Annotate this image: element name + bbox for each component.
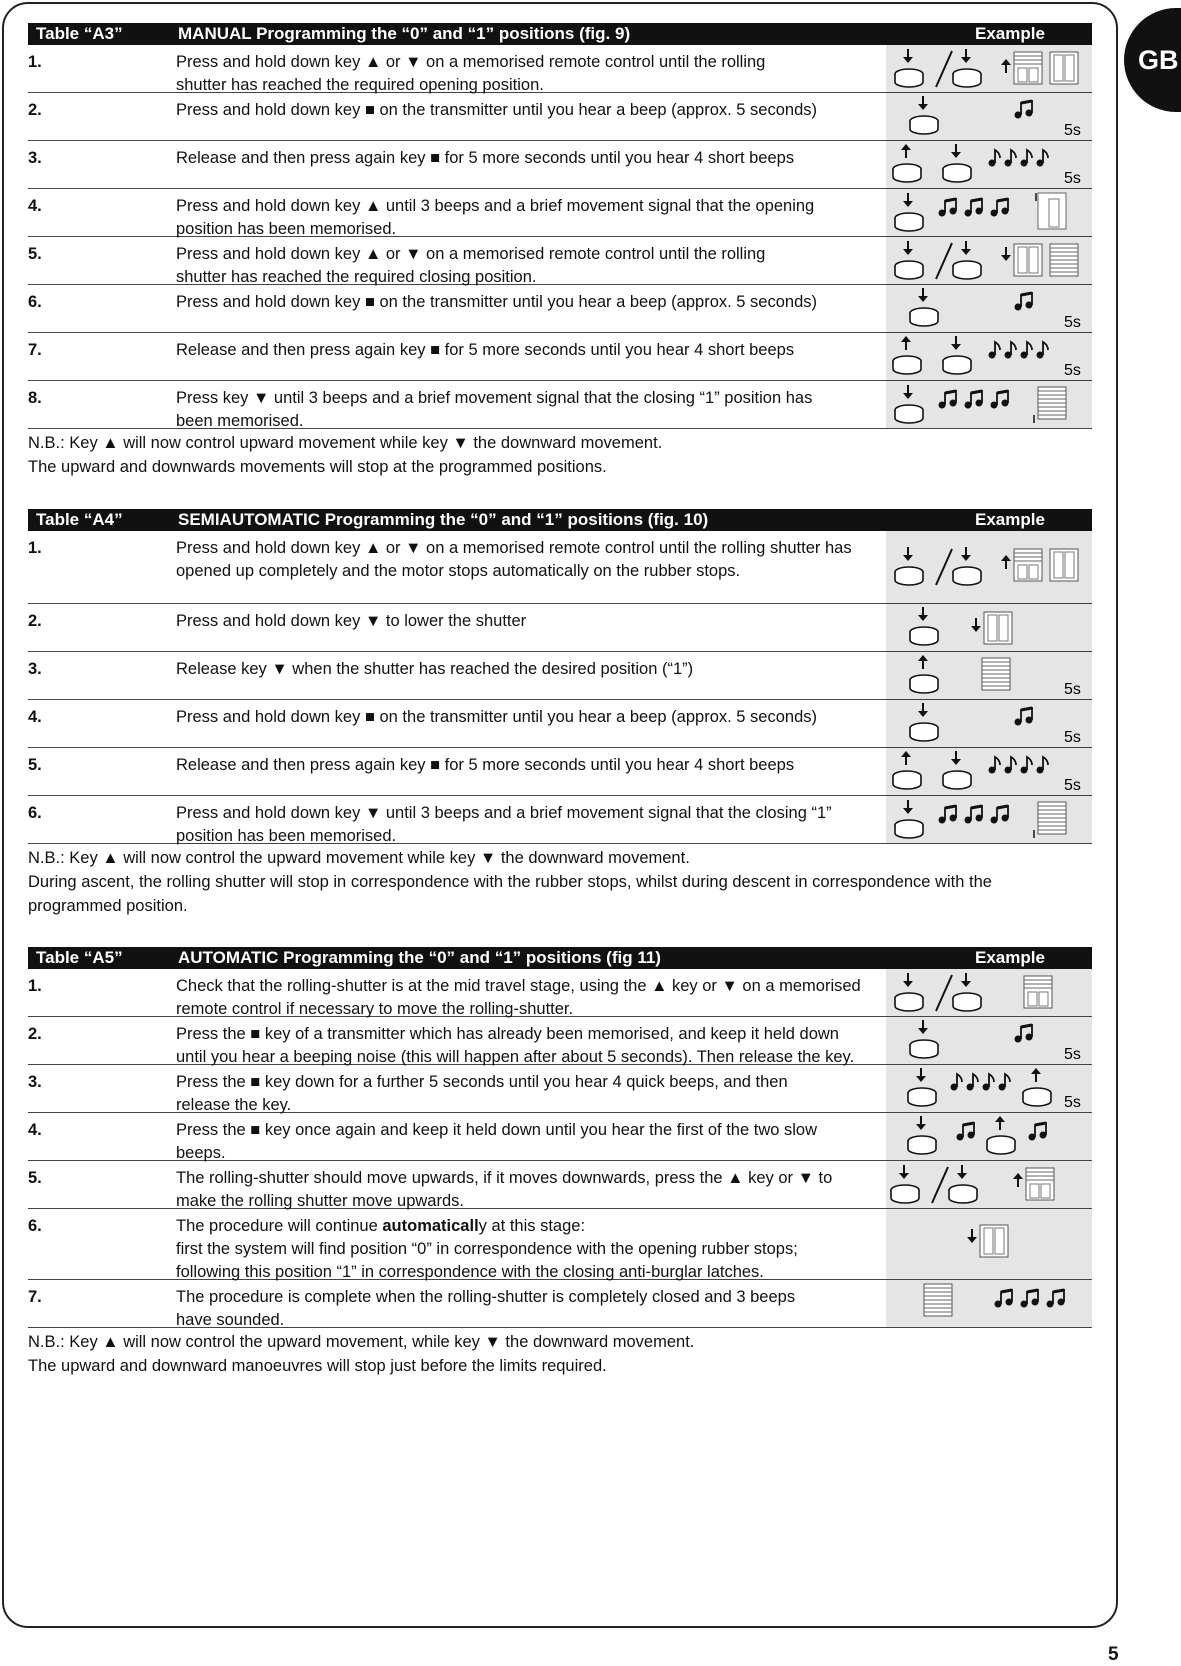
time-label: 5s (1064, 777, 1081, 794)
step-number: 2. (28, 101, 42, 119)
table-row (28, 1209, 1092, 1280)
example-figure (886, 531, 1092, 603)
table-row (28, 333, 1092, 381)
table-row (28, 93, 1092, 141)
table-notes: N.B.: Key ▲ will now control the upward movement, while key ▼ the downward movement. The upward and downward manoeuvres will stop just before the limits required. (28, 1333, 695, 1375)
example-figure (886, 1017, 1092, 1064)
language-tab: GB (1124, 8, 1181, 112)
table-header (28, 509, 1092, 531)
table-row (28, 700, 1092, 748)
step-text: Press and hold down key ▲ or ▼ on a memorised remote control until the rolling shutter has reached the required closing position. (176, 245, 766, 286)
table-row (28, 796, 1092, 844)
example-figure (886, 969, 1092, 1016)
table-row (28, 1280, 1092, 1328)
table-notes: N.B.: Key ▲ will now control upward movement while key ▼ the downward movement. The upward and downwards movements will stop at the programmed positions. (28, 434, 663, 476)
step-number: 4. (28, 1121, 42, 1139)
table-notes: N.B.: Key ▲ will now control the upward movement while key ▼ the downward movement. During ascent, the rolling shutter will stop in correspondence with the rubber stops, whilst during descent in correspondence with the programmed position. (28, 849, 992, 915)
step-text: Press the ■ key once again and keep it held down until you hear the first of the two slow beeps. (176, 1121, 818, 1162)
table-header (28, 947, 1092, 969)
table-a4 (28, 509, 1092, 918)
step-number: 6. (28, 293, 42, 311)
example-figure (886, 1209, 1092, 1279)
table-row (28, 1113, 1092, 1161)
table-row (28, 285, 1092, 333)
example-figure (886, 189, 1092, 236)
time-label: 5s (1064, 362, 1081, 379)
step-number: 2. (28, 612, 42, 630)
step-text: Press and hold down key ▼ to lower the shutter (176, 612, 527, 630)
table-name: Table “A5” (36, 948, 123, 967)
step-number: 6. (28, 1217, 42, 1235)
table-row (28, 531, 1092, 604)
table-row (28, 45, 1092, 93)
step-number: 5. (28, 245, 42, 263)
step-number: 7. (28, 341, 42, 359)
step-text: Press the ■ key of a transmitter which has already been memorised, and keep it held down until you hear a beeping noise (this will happen after about 5 seconds). Then release the key. (176, 1025, 855, 1066)
step-text: Press and hold down key ■ on the transmitter until you hear a beep (approx. 5 seconds) (176, 708, 817, 726)
step-text: The procedure will continue automatically at this stage: first the system will find position “0” in correspondence with the opening rubber stops; following this position “1” in correspondence with the closing anti-burglar latches. (176, 1217, 798, 1281)
table-row (28, 189, 1092, 237)
time-label: 5s (1064, 681, 1081, 698)
step-number: 1. (28, 977, 42, 995)
table-row (28, 141, 1092, 189)
time-label: 5s (1064, 729, 1081, 746)
example-figure (886, 1113, 1092, 1160)
step-number: 8. (28, 389, 42, 407)
step-number: 1. (28, 53, 42, 71)
step-text: Press and hold down key ▲ until 3 beeps and a brief movement signal that the opening position has been memorised. (176, 197, 815, 238)
example-figure (886, 652, 1092, 699)
table-row (28, 748, 1092, 796)
step-number: 3. (28, 149, 42, 167)
example-figure (886, 237, 1092, 284)
table-row (28, 1161, 1092, 1209)
step-text: Press and hold down key ■ on the transmitter until you hear a beep (approx. 5 seconds) (176, 101, 817, 119)
step-text: Release and then press again key ■ for 5 more seconds until you hear 4 short beeps (176, 149, 795, 167)
step-number: 7. (28, 1288, 42, 1306)
example-figure (886, 93, 1092, 140)
time-label: 5s (1064, 170, 1081, 187)
example-figure (886, 1280, 1092, 1327)
table-header (28, 23, 1092, 45)
step-text: Press the ■ key down for a further 5 seconds until you hear 4 quick beeps, and then release the key. (176, 1073, 788, 1114)
step-text: The procedure is complete when the rolling-shutter is completely closed and 3 beeps have sounded. (176, 1288, 796, 1329)
table-a5 (28, 947, 1092, 1378)
table-a3 (28, 23, 1092, 479)
table-row (28, 969, 1092, 1017)
example-figure (886, 796, 1092, 843)
table-row (28, 381, 1092, 429)
step-number: 4. (28, 197, 42, 215)
step-number: 4. (28, 708, 42, 726)
time-label: 5s (1064, 122, 1081, 139)
table-row (28, 237, 1092, 285)
step-number: 6. (28, 804, 42, 822)
table-row (28, 652, 1092, 700)
table-row (28, 1065, 1092, 1113)
step-number: 3. (28, 660, 42, 678)
example-figure (886, 1161, 1092, 1208)
table-name: Table “A4” (36, 510, 123, 529)
step-number: 3. (28, 1073, 42, 1091)
example-figure (886, 700, 1092, 747)
step-text: Press and hold down key ▼ until 3 beeps and a brief movement signal that the closing “1” position has been memorised. (176, 804, 832, 845)
example-figure (886, 45, 1092, 92)
step-number: 1. (28, 539, 42, 557)
step-text: Press and hold down key ▲ or ▼ on a memorised remote control until the rolling shutter has opened up completely and the motor stops automatically on the rubber stops. (176, 539, 852, 580)
step-text: The rolling-shutter should move upwards, if it moves downwards, press the ▲ key or ▼ to make the rolling shutter move upwards. (176, 1169, 833, 1210)
example-figure (886, 333, 1092, 380)
time-label: 5s (1064, 1046, 1081, 1063)
table-title: AUTOMATIC Programming the “0” and “1” positions (fig 11) (178, 948, 661, 967)
time-label: 5s (1064, 314, 1081, 331)
example-figure (886, 1065, 1092, 1112)
time-label: 5s (1064, 1094, 1081, 1111)
step-text: Release and then press again key ■ for 5 more seconds until you hear 4 short beeps (176, 341, 795, 359)
step-text: Press and hold down key ■ on the transmitter until you hear a beep (approx. 5 seconds) (176, 293, 817, 311)
table-row (28, 1017, 1092, 1065)
step-number: 2. (28, 1025, 42, 1043)
example-figure (886, 604, 1092, 651)
step-text: Check that the rolling-shutter is at the mid travel stage, using the ▲ key or ▼ on a memorised remote control if necessary to move the rolling-shutter. (176, 977, 861, 1018)
example-header: Example (975, 24, 1045, 43)
table-title: MANUAL Programming the “0” and “1” positions (fig. 9) (178, 24, 631, 43)
step-number: 5. (28, 1169, 42, 1187)
step-text: Press and hold down key ▲ or ▼ on a memorised remote control until the rolling shutter has reached the required opening position. (176, 53, 766, 94)
example-figure (886, 748, 1092, 795)
step-text: Release key ▼ when the shutter has reached the desired position (“1”) (176, 660, 694, 678)
page-number: 5 (1108, 1644, 1119, 1665)
table-row (28, 604, 1092, 652)
step-text: Release and then press again key ■ for 5 more seconds until you hear 4 short beeps (176, 756, 795, 774)
page-content (28, 23, 1092, 1378)
example-header: Example (975, 948, 1045, 967)
example-figure (886, 381, 1092, 428)
step-text: Press key ▼ until 3 beeps and a brief movement signal that the closing “1” position has been memorised. (176, 389, 813, 430)
table-title: SEMIAUTOMATIC Programming the “0” and “1” positions (fig. 10) (178, 510, 709, 529)
step-number: 5. (28, 756, 42, 774)
example-header: Example (975, 510, 1045, 529)
table-name: Table “A3” (36, 24, 123, 43)
example-figure (886, 141, 1092, 188)
example-figure (886, 285, 1092, 332)
